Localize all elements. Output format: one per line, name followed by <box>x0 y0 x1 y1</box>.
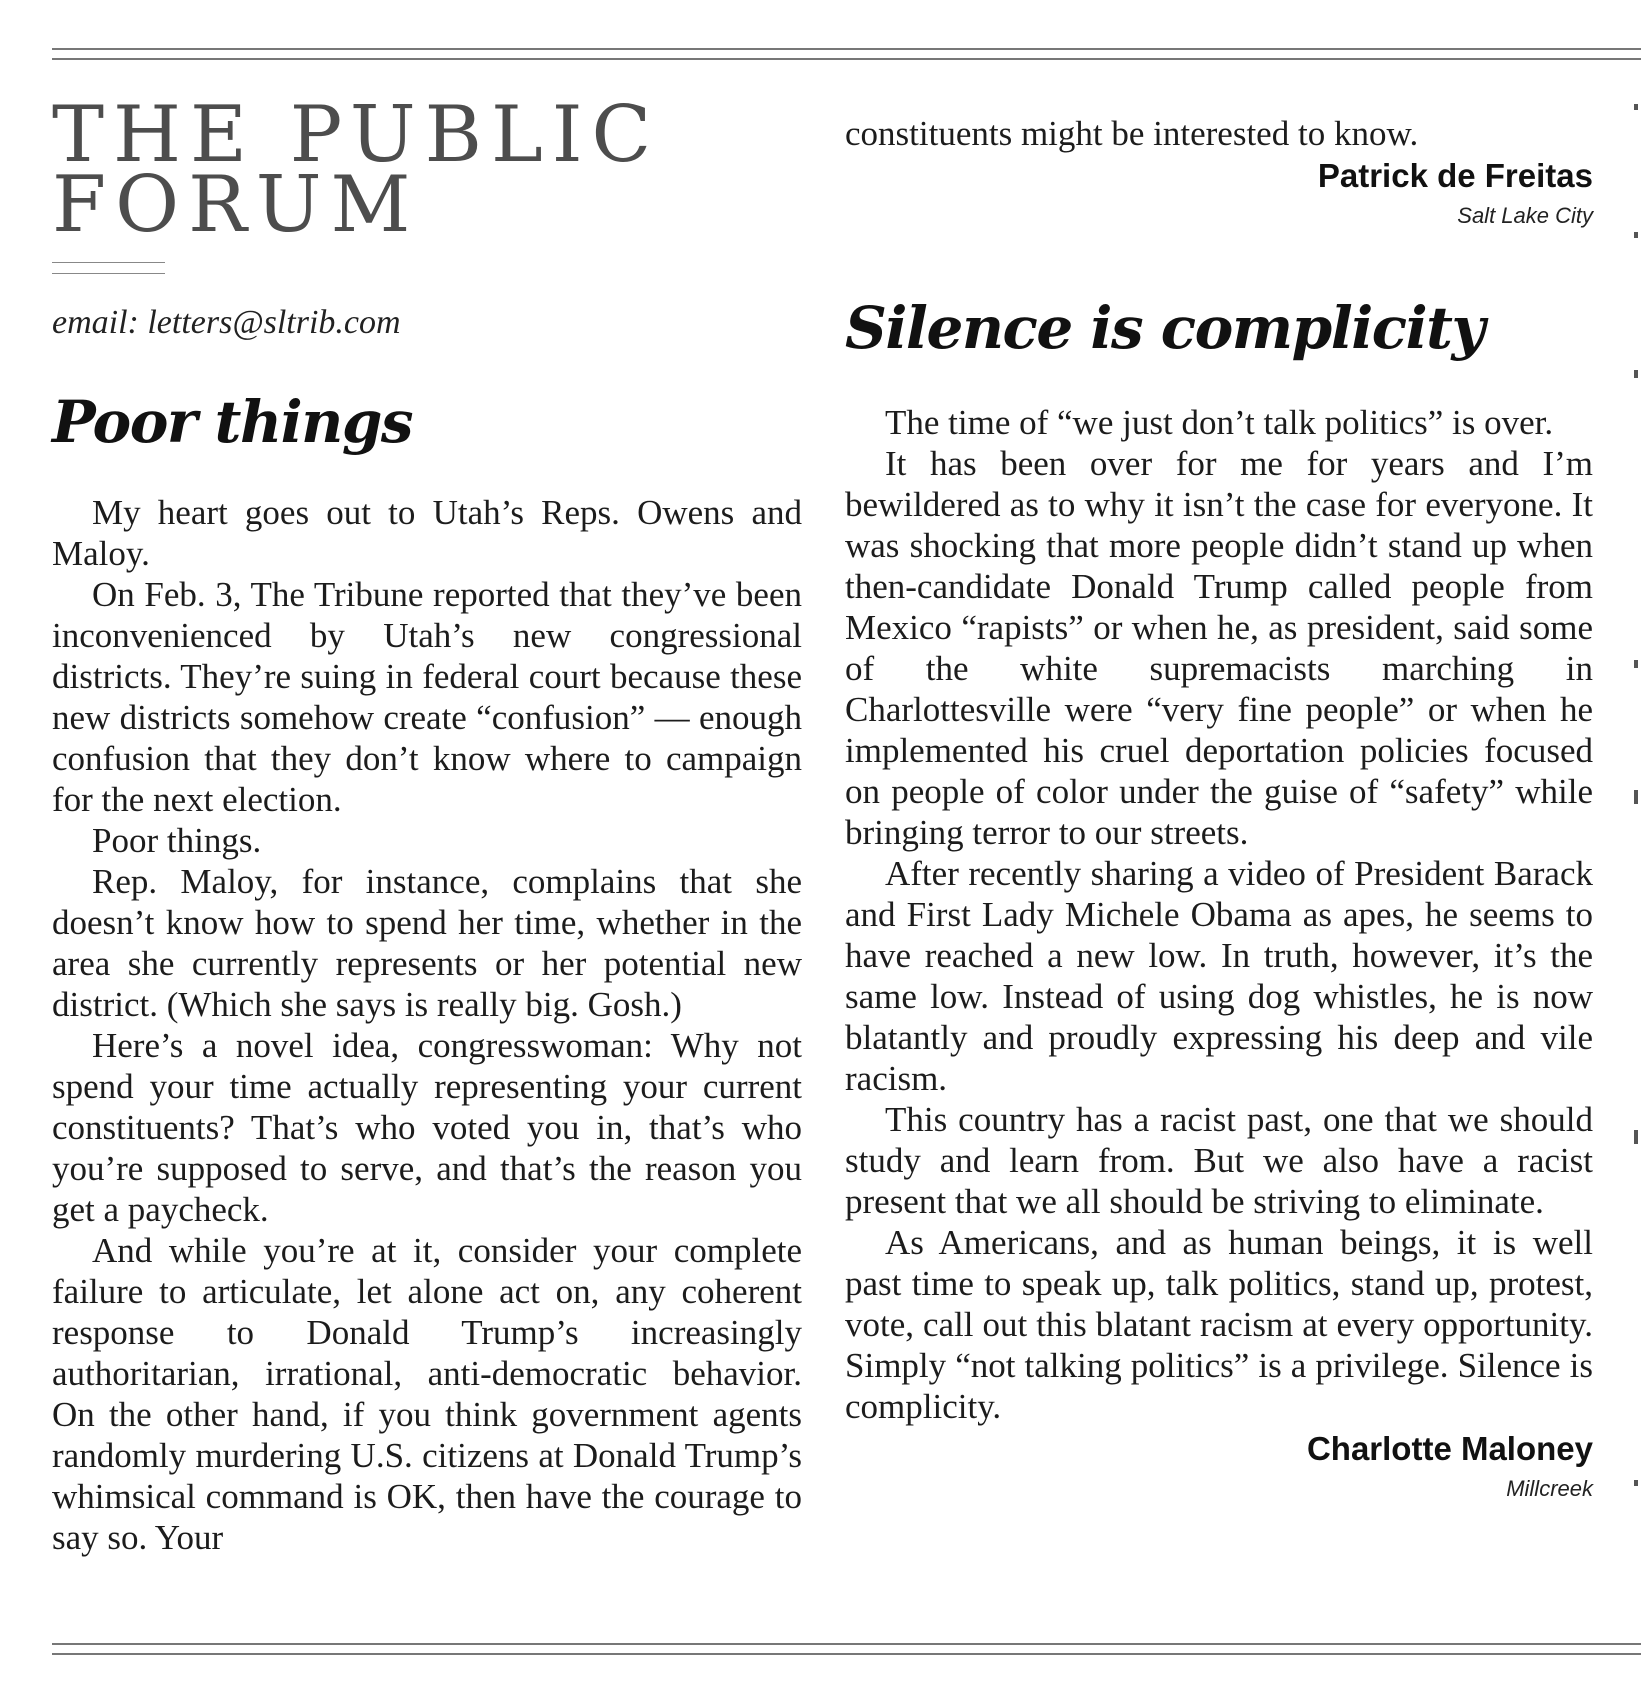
title-rule <box>52 273 165 274</box>
signature <box>845 1429 1593 1509</box>
top-rule-1 <box>52 48 1641 50</box>
author-name: Charlotte Maloney <box>1306 1430 1593 1467</box>
paragraph: Rep. Maloy, for instance, complains that she doesn’t know how to spend her time, whether in the area she currently represents or her potential new district. (Which she says is really big. Gosh.) <box>52 862 802 1024</box>
next-column-edge <box>1634 1130 1638 1144</box>
author-city: Millcreek <box>1506 1476 1593 1501</box>
top-rule-2 <box>52 58 1641 60</box>
letter-headline: Poor things <box>52 388 413 456</box>
next-column-edge <box>1634 660 1638 668</box>
next-column-edge <box>1634 370 1638 378</box>
letter-body <box>845 402 1593 1427</box>
paragraph: And while you’re at it, consider your complete failure to articulate, let alone act on, any coherent response to Donald Trump’s increasingly authoritarian, irrational, anti-democratic behavior. On the other hand, if you think government agents randomly murdering U.S. citizens at Donald Trump’s whimsical command is OK, then have the courage to say so. Your <box>52 1231 802 1557</box>
contact-email[interactable]: email: letters@sltrib.com <box>52 304 401 341</box>
bottom-rule-1 <box>52 1643 1641 1645</box>
letter-body <box>52 492 802 1558</box>
author-city: Salt Lake City <box>1457 203 1593 228</box>
paragraph-continued: constituents might be interested to know. <box>845 114 1419 153</box>
next-column-edge <box>1634 104 1638 110</box>
title-rule <box>52 262 165 263</box>
next-column-edge <box>1634 232 1638 238</box>
paragraph: As Americans, and as human beings, it is well past time to speak up, talk politics, stand up, protest, vote, call out this blatant racism at every opportunity. Simply “not talking politics” is a privilege. Silence is complicity. <box>845 1223 1593 1426</box>
next-column-edge <box>1634 1480 1638 1486</box>
signature <box>845 156 1593 236</box>
paragraph: Here’s a novel idea, congresswoman: Why not spend your time actually representing your current constituents? That’s who voted you in, that’s who you’re supposed to serve, and that’s the reason you get a paycheck. <box>52 1026 802 1229</box>
right-column <box>845 113 1593 1509</box>
paragraph: The time of “we just don’t talk politics” is over. <box>885 403 1554 442</box>
bottom-rule-2 <box>52 1653 1641 1655</box>
section-title <box>52 90 802 250</box>
paragraph: After recently sharing a video of President Barack and First Lady Michele Obama as apes, he seems to have reached a new low. In truth, however, it’s the same low. Instead of using dog whistles, he is now blatantly and proudly expressing his deep and vile racism. <box>845 854 1593 1098</box>
paragraph: It has been over for me for years and I’m bewildered as to why it isn’t the case for everyone. It was shocking that more people didn’t stand up when then-candidate Donald Trump called people from Mexico “rapists” or when he, as president, said some of the white supremacists marching in Charlottesville were “very fine people” or when he implemented his cruel deportation policies focused on people of color under the guise of “safety” while bringing terror to our streets. <box>845 444 1593 852</box>
section-title-line2: FORUM <box>52 160 420 250</box>
next-column-edge <box>1634 790 1638 804</box>
letter-headline: Silence is complicity <box>845 294 1484 362</box>
section-title-line1: THE PUBLIC <box>52 90 661 180</box>
paragraph: This country has a racist past, one that we should study and learn from. But we also have a racist present that we all should be striving to eliminate. <box>845 1100 1593 1221</box>
paragraph: On Feb. 3, The Tribune reported that they’ve been inconvenienced by Utah’s new congressional districts. They’re suing in federal court because these new districts somehow create “confusion” — enough confusion that they don’t know where to campaign for the next election. <box>52 575 802 819</box>
left-column <box>52 90 802 1558</box>
paragraph: Poor things. <box>92 821 262 860</box>
paragraph: My heart goes out to Utah’s Reps. Owens and Maloy. <box>52 493 802 573</box>
author-name: Patrick de Freitas <box>1317 157 1593 194</box>
